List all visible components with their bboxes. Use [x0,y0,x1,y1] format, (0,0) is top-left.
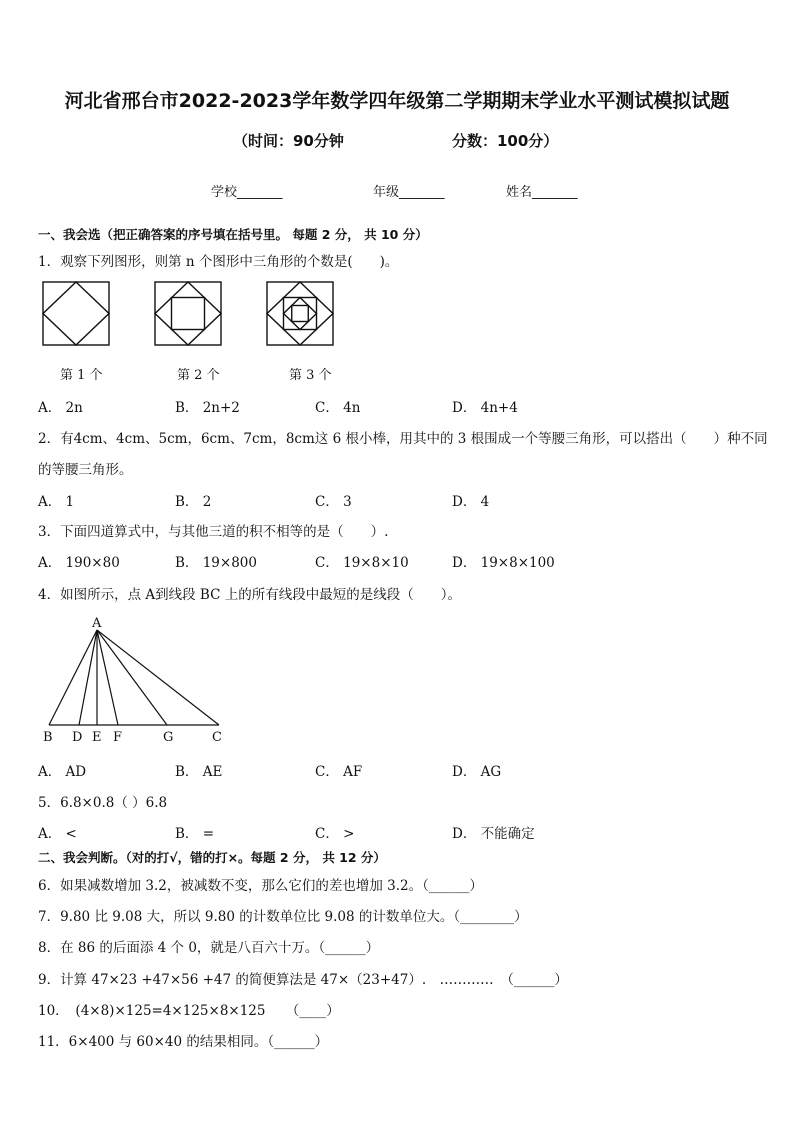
question-1: 1．观察下列图形，则第 n 个图形中三角形的个数是( )。 [38,254,399,270]
q2-option-c: C． 3 [315,494,352,510]
section-2-heading: 二、我会判断。（对的打√，错的打×。每题 2 分， 共 12 分） [38,850,386,865]
question-2-line-1: 2．有4cm、4cm、5cm，6cm、7cm，8cm这 6 根小棒，用其中的 3 根围成一个等腰三角形，可以搭出（ ）种不同 [38,431,768,447]
question-5: 5．6.8×0.8（ ）6.8 [38,795,168,811]
q2-option-b: B． 2 [175,494,212,510]
point-d-label: D [72,730,83,745]
exam-score: 分数：100分） [452,132,559,150]
question-10: 10． (4×8)×125=4×125×8×125 （____） [38,1003,340,1019]
figure-2 [155,282,221,345]
q5-option-b: B． = [175,826,215,842]
q3-option-b: B． 19×800 [175,555,257,571]
point-e-label: E [92,730,102,745]
q1-option-c: C． 4n [315,400,361,416]
point-g-label: G [163,730,174,745]
figure-1 [43,282,109,345]
point-a-label: A [92,616,102,631]
segment-ac [97,630,219,725]
page-title: 河北省邢台市2022-2023学年数学四年级第二学期期末学业水平测试模拟试题 [64,90,730,112]
point-f-label: F [113,730,123,745]
figure-2-label: 第 2 个 [177,368,220,383]
q3-option-d: D． 19×8×100 [452,555,555,571]
q2-option-d: D． 4 [452,494,490,510]
section-1-heading: 一、我会选（把正确答案的序号填在括号里。 每题 2 分， 共 10 分） [38,227,428,242]
q4-option-b: B． AE [175,764,223,780]
question-6: 6．如果减数增加 3.2，被减数不变，那么它们的差也增加 3.2。（______） [38,878,483,894]
q4-option-c: C． AF [315,764,363,780]
segment-af [97,630,118,725]
exam-time: （时间：90分钟 [233,132,344,150]
q1-option-a: A． 2n [38,400,83,416]
q5-option-c: C． > [315,826,355,842]
name-field: 姓名_______ [506,185,578,200]
question-3: 3．下面四道算式中，与其他三道的积不相等的是（ ）. [38,524,389,540]
question-8: 8．在 86 的后面添 4 个 0，就是八百六十万。（______） [38,940,380,956]
question-4: 4．如图所示，点 A到线段 BC 上的所有线段中最短的是线段（ ）。 [38,587,461,603]
q1-option-d: D． 4n+4 [452,400,518,416]
q5-option-a: A． < [38,826,77,842]
grade-field: 年级_______ [373,185,445,200]
q2-option-a: A． 1 [38,494,75,510]
q4-option-a: A． AD [38,764,87,780]
q4-option-d: D． AG [452,764,502,780]
figure-1-label: 第 1 个 [60,368,103,383]
q3-option-c: C． 19×8×10 [315,555,409,571]
figure-3 [267,282,333,345]
point-c-label: C [212,730,222,745]
question-2-line-2: 的等腰三角形。 [38,462,133,478]
q1-option-b: B． 2n+2 [175,400,240,416]
q3-option-a: A． 190×80 [38,555,120,571]
question-11: 11．6×400 与 60×40 的结果相同。（______） [38,1034,329,1050]
question-7: 7．9.80 比 9.08 大，所以 9.80 的计数单位比 9.08 的计数单位大。（________） [38,909,528,925]
figure-3-label: 第 3 个 [289,368,332,383]
segment-ab [49,630,97,725]
question-9: 9．计算 47×23 +47×56 +47 的简便算法是 47×（23+47）. ………… （______） [38,972,568,988]
segment-ad [79,630,97,725]
point-b-label: B [43,730,53,745]
segment-ag [97,630,167,725]
school-field: 学校_______ [211,185,283,200]
q5-option-d: D． 不能确定 [452,826,535,842]
